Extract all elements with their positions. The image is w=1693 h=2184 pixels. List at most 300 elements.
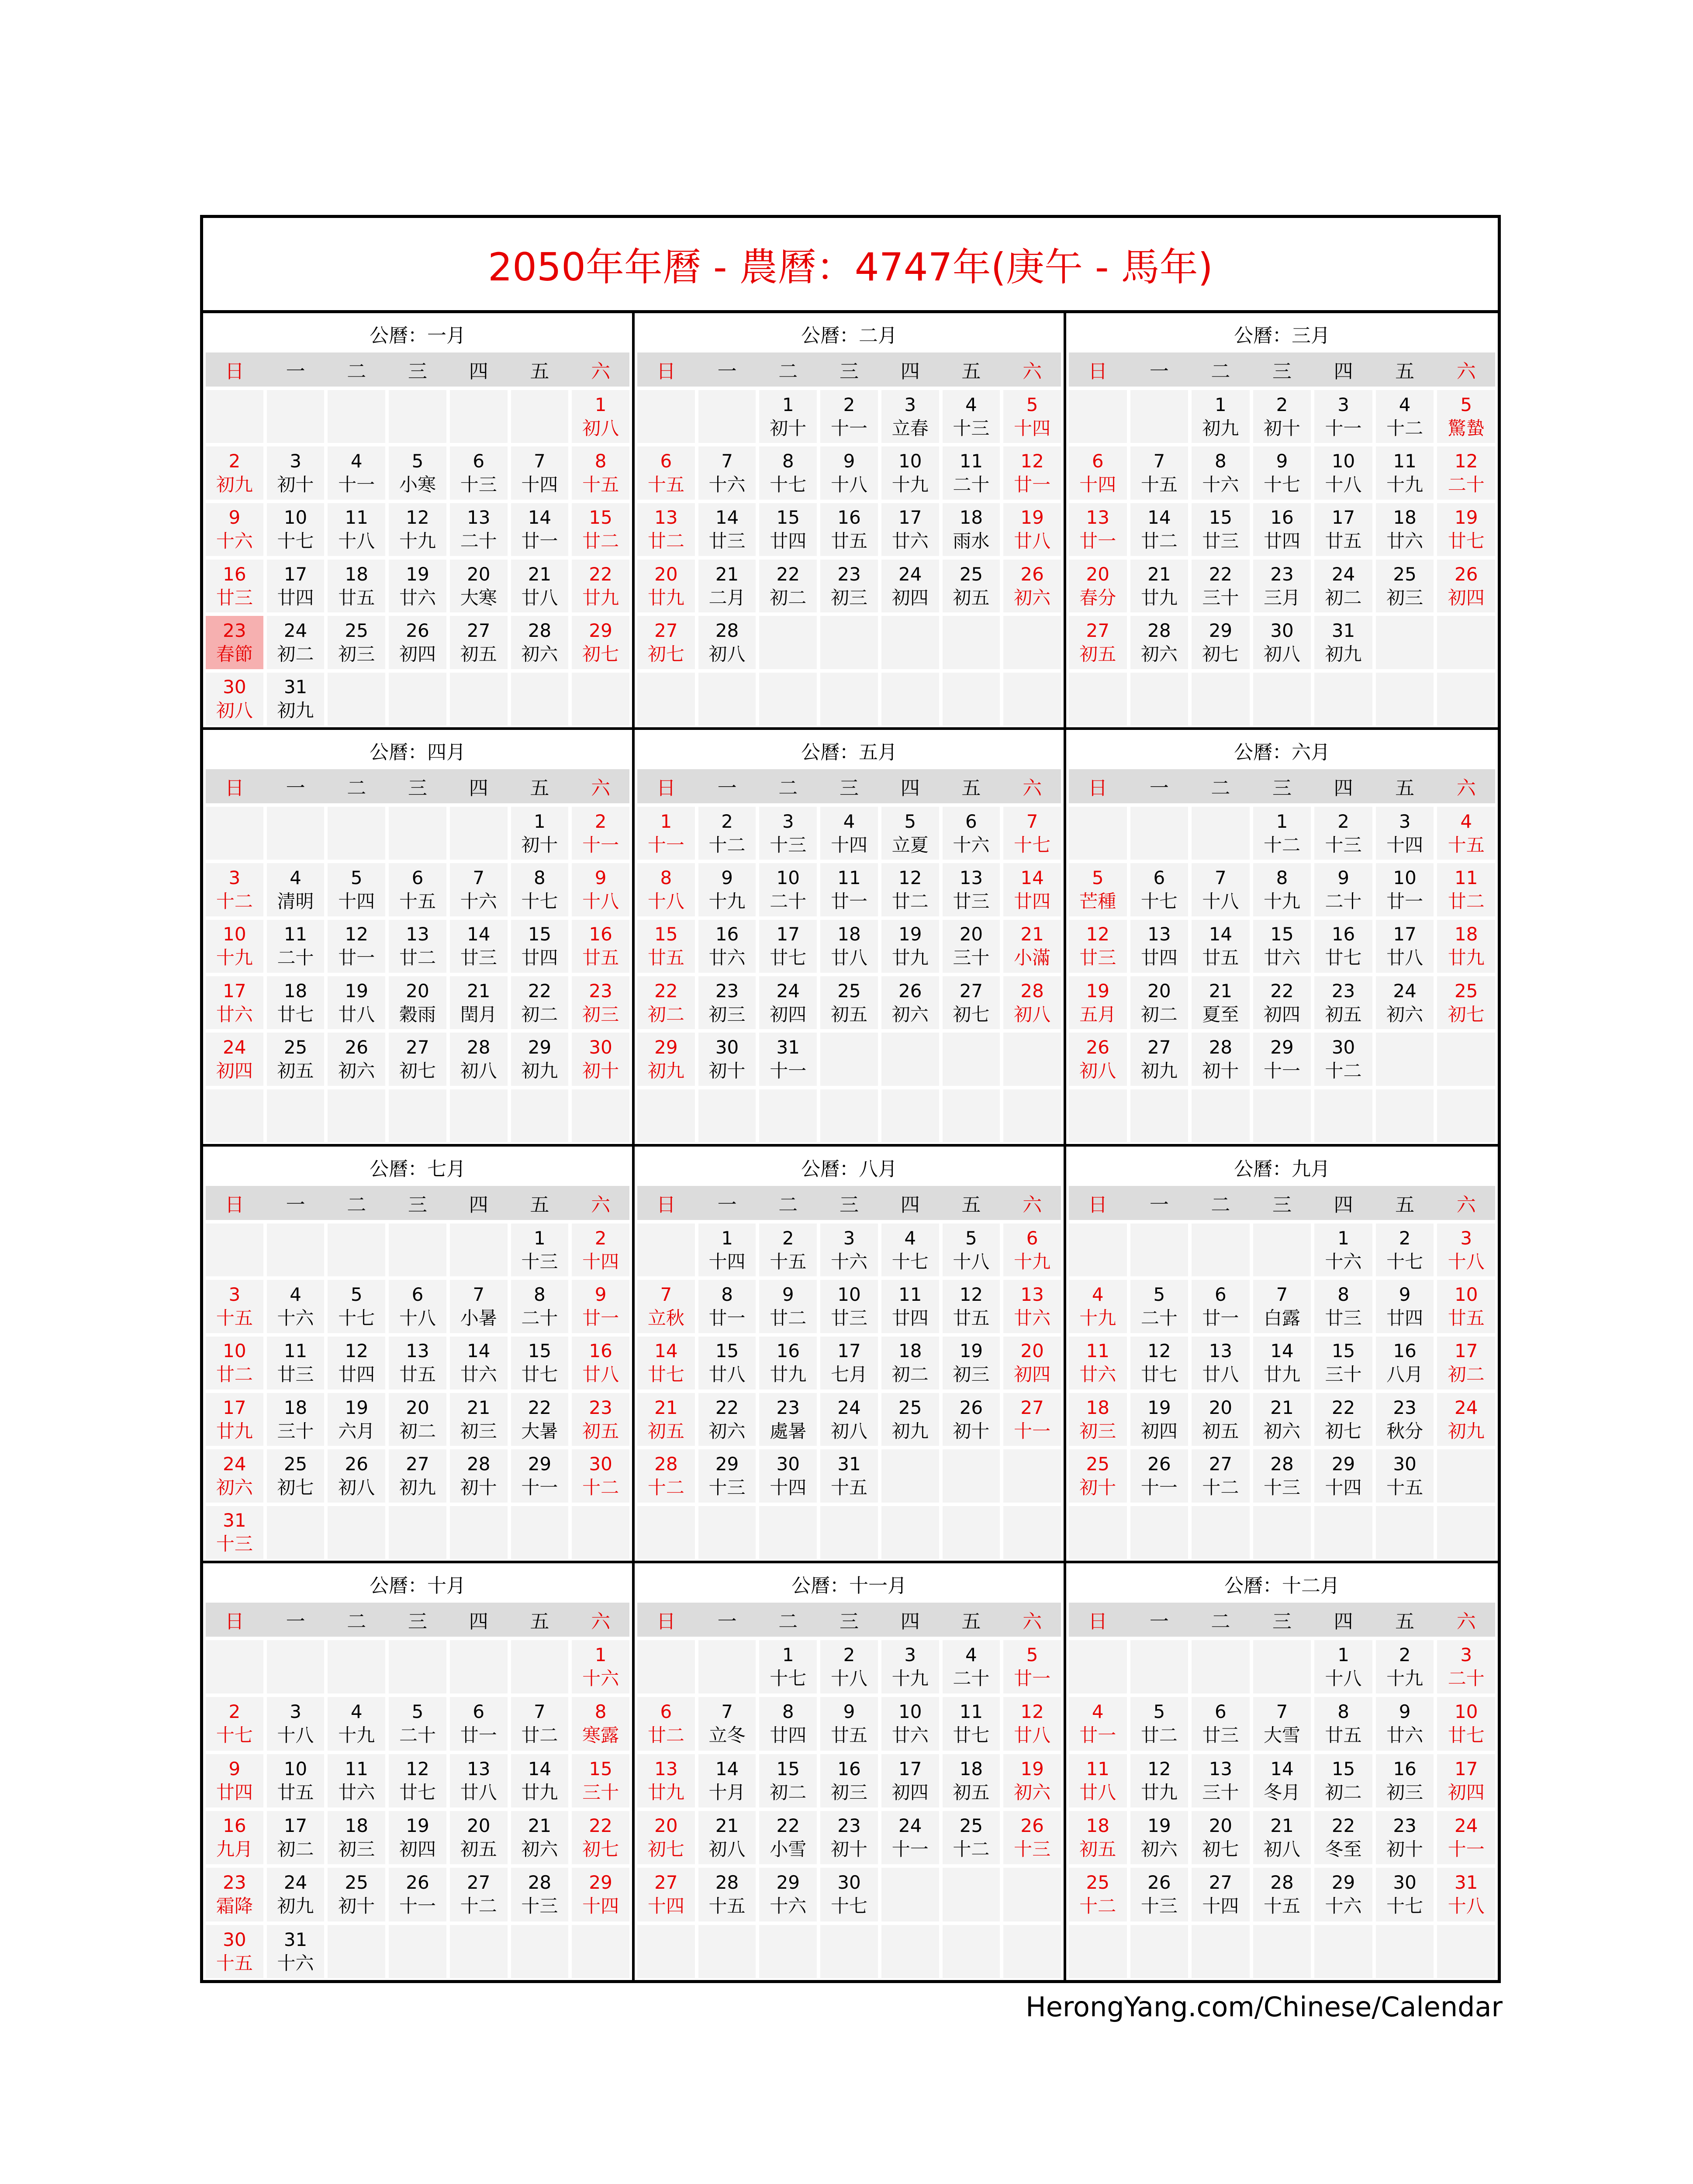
gregorian-day: 13 xyxy=(654,1758,678,1780)
empty-cell xyxy=(450,1223,508,1276)
lunar-day: 十一 xyxy=(830,417,867,439)
lunar-day: 十七 xyxy=(1014,834,1051,856)
lunar-day: 初四 xyxy=(891,587,929,608)
gregorian-day: 30 xyxy=(223,676,246,698)
day-cell xyxy=(1253,863,1311,916)
day-cell xyxy=(1376,1697,1434,1750)
month-title: 公曆：十二月 xyxy=(1224,1575,1340,1597)
day-cell xyxy=(1069,446,1127,499)
lunar-day: 二十 xyxy=(1448,473,1485,495)
day-cell xyxy=(572,1697,629,1750)
day-cell xyxy=(267,560,325,612)
day-cell xyxy=(1069,1868,1127,1921)
gregorian-day: 28 xyxy=(528,619,552,641)
lunar-day: 初九 xyxy=(1448,1420,1485,1442)
day-cell xyxy=(1376,1393,1434,1446)
day-cell xyxy=(820,1811,878,1864)
weekday-header xyxy=(637,1186,1061,1220)
gregorian-day: 3 xyxy=(228,1283,241,1305)
empty-cell xyxy=(328,1506,385,1559)
lunar-day: 廿九 xyxy=(1448,947,1485,969)
weekday-label: 日 xyxy=(225,360,244,383)
gregorian-day: 17 xyxy=(1331,507,1355,529)
day-cell xyxy=(1376,1754,1434,1807)
gregorian-day: 28 xyxy=(466,1036,491,1058)
gregorian-day: 2 xyxy=(1337,810,1349,832)
gregorian-day: 25 xyxy=(345,619,368,641)
day-cell xyxy=(1376,1449,1434,1502)
lunar-day: 二十 xyxy=(953,1668,990,1690)
day-cell xyxy=(267,503,325,556)
empty-cell xyxy=(1130,1925,1189,1978)
lunar-day: 廿一 xyxy=(1079,530,1116,552)
gregorian-day: 31 xyxy=(283,1928,308,1950)
gregorian-day: 4 xyxy=(290,1283,301,1305)
lunar-day: 十五 xyxy=(216,1307,253,1329)
day-cell xyxy=(637,1754,695,1807)
day-cell xyxy=(511,1223,569,1276)
day-cell xyxy=(450,863,508,916)
day-cell xyxy=(759,1337,817,1389)
day-cell xyxy=(206,1868,263,1921)
lunar-day: 廿三 xyxy=(953,890,990,912)
lunar-day: 初七 xyxy=(1202,1838,1239,1860)
lunar-day: 九月 xyxy=(216,1838,253,1860)
empty-cell xyxy=(1003,1089,1061,1142)
day-cell xyxy=(1130,1280,1189,1333)
day-cell xyxy=(1192,616,1250,669)
gregorian-day: 27 xyxy=(959,980,983,1002)
day-cell xyxy=(943,1811,1000,1864)
day-cell xyxy=(1253,560,1311,612)
lunar-day: 初三 xyxy=(830,587,867,608)
empty-cell xyxy=(267,1640,325,1693)
weekday-header xyxy=(1069,769,1495,803)
gregorian-day: 9 xyxy=(594,1283,607,1305)
lunar-day: 十六 xyxy=(953,834,990,856)
day-cell xyxy=(1130,1449,1189,1502)
lunar-day: 初四 xyxy=(1263,1003,1300,1025)
weekday-label: 三 xyxy=(408,1194,427,1216)
empty-cell xyxy=(1069,1925,1127,1978)
lunar-day: 十五 xyxy=(708,1895,746,1917)
day-cell xyxy=(511,1280,569,1333)
day-cell xyxy=(1376,446,1434,499)
day-cell xyxy=(698,1697,756,1750)
lunar-day: 初十 xyxy=(277,473,314,495)
lunar-day: 廿一 xyxy=(1014,473,1051,495)
gregorian-day: 7 xyxy=(660,1283,672,1305)
lunar-day: 廿八 xyxy=(582,1364,619,1386)
lunar-day: 穀雨 xyxy=(399,1003,436,1025)
day-cell xyxy=(1130,1033,1189,1085)
gregorian-day: 27 xyxy=(1209,1872,1233,1894)
day-cell xyxy=(820,976,878,1029)
day-cell xyxy=(1314,560,1372,612)
footer-url[interactable]: HerongYang.com/Chinese/Calendar xyxy=(1026,1991,1503,2023)
day-cell xyxy=(206,560,263,612)
empty-cell xyxy=(328,807,385,860)
day-cell xyxy=(1314,1337,1372,1389)
gregorian-day: 22 xyxy=(1270,980,1294,1002)
weekday-label: 日 xyxy=(225,1194,244,1216)
gregorian-day: 3 xyxy=(904,1644,916,1666)
day-cell xyxy=(1192,976,1250,1029)
day-cell xyxy=(1437,503,1495,556)
day-cell xyxy=(1253,503,1311,556)
lunar-day: 初十 xyxy=(460,1476,497,1498)
gregorian-day: 14 xyxy=(466,923,491,945)
day-cell xyxy=(267,920,325,973)
gregorian-day: 5 xyxy=(1092,867,1104,888)
lunar-day: 十四 xyxy=(338,890,375,912)
gregorian-day: 15 xyxy=(589,507,612,529)
day-cell xyxy=(389,1811,446,1864)
empty-cell xyxy=(820,1925,878,1978)
day-cell xyxy=(450,920,508,973)
month-title: 公曆：三月 xyxy=(1234,325,1330,347)
gregorian-day: 2 xyxy=(843,394,855,415)
gregorian-day: 7 xyxy=(534,450,546,472)
gregorian-day: 7 xyxy=(534,1701,546,1723)
lunar-day: 小雪 xyxy=(770,1838,807,1860)
day-cell xyxy=(1192,503,1250,556)
lunar-day: 廿一 xyxy=(1386,890,1424,912)
lunar-day: 廿二 xyxy=(647,1724,684,1746)
day-cell xyxy=(698,863,756,916)
gregorian-day: 2 xyxy=(843,1644,855,1666)
day-cell xyxy=(1130,616,1189,669)
gregorian-day: 1 xyxy=(1215,394,1227,415)
lunar-day: 廿三 xyxy=(1325,1307,1362,1329)
day-cell xyxy=(881,1697,939,1750)
gregorian-day: 12 xyxy=(1147,1340,1171,1362)
lunar-day: 廿八 xyxy=(1014,1724,1051,1746)
gregorian-day: 14 xyxy=(466,1340,491,1362)
day-cell xyxy=(572,560,629,612)
day-cell xyxy=(511,863,569,916)
gregorian-day: 14 xyxy=(715,507,739,529)
gregorian-day: 8 xyxy=(534,867,546,888)
day-cell xyxy=(1437,1754,1495,1807)
lunar-day: 十三 xyxy=(521,1895,558,1917)
lunar-day: 初六 xyxy=(521,643,558,665)
day-cell xyxy=(1130,446,1189,499)
day-cell xyxy=(267,1811,325,1864)
day-cell xyxy=(698,1337,756,1389)
day-cell xyxy=(698,503,756,556)
lunar-day: 十四 xyxy=(1202,1895,1239,1917)
gregorian-day: 20 xyxy=(1020,1340,1044,1362)
gregorian-day: 1 xyxy=(660,810,672,832)
gregorian-day: 10 xyxy=(1331,450,1355,472)
day-cell xyxy=(267,1033,325,1085)
gregorian-day: 5 xyxy=(411,450,424,472)
lunar-day: 初五 xyxy=(460,1838,497,1860)
lunar-day: 初八 xyxy=(1263,643,1300,665)
day-cell xyxy=(943,807,1000,860)
day-cell xyxy=(267,1754,325,1807)
weekday-label: 五 xyxy=(961,1194,981,1216)
lunar-day: 初四 xyxy=(1448,587,1485,608)
weekday-label: 日 xyxy=(1088,1610,1108,1633)
lunar-day: 廿八 xyxy=(1014,530,1051,552)
empty-cell xyxy=(1192,807,1250,860)
gregorian-day: 22 xyxy=(1331,1815,1355,1837)
day-cell xyxy=(820,863,878,916)
gregorian-day: 10 xyxy=(283,507,308,529)
day-cell xyxy=(572,976,629,1029)
day-cell xyxy=(698,920,756,973)
lunar-day: 夏至 xyxy=(1202,1003,1239,1025)
day-cell xyxy=(1437,976,1495,1029)
lunar-day: 廿六 xyxy=(1079,1364,1116,1386)
empty-cell xyxy=(1130,1089,1189,1142)
gregorian-day: 3 xyxy=(290,450,301,472)
day-cell xyxy=(328,920,385,973)
gregorian-day: 11 xyxy=(283,1340,308,1362)
lunar-day: 十九 xyxy=(891,1668,929,1690)
gregorian-day: 17 xyxy=(837,1340,861,1362)
gregorian-day: 22 xyxy=(528,1396,552,1418)
lunar-day: 二十 xyxy=(521,1307,558,1329)
gregorian-day: 9 xyxy=(1337,867,1349,888)
day-cell xyxy=(1069,1697,1127,1750)
empty-cell xyxy=(267,390,325,443)
weekday-label: 六 xyxy=(591,360,611,383)
lunar-day: 廿七 xyxy=(953,1724,990,1746)
gregorian-day: 17 xyxy=(223,1396,246,1418)
gregorian-day: 27 xyxy=(1147,1036,1171,1058)
gregorian-day: 1 xyxy=(594,394,607,415)
lunar-day: 清明 xyxy=(277,890,314,912)
gregorian-day: 13 xyxy=(406,1340,429,1362)
month-title: 公曆：十月 xyxy=(370,1575,466,1597)
day-cell xyxy=(881,1337,939,1389)
day-cell xyxy=(1314,1697,1372,1750)
day-cell xyxy=(759,1223,817,1276)
day-cell xyxy=(1314,503,1372,556)
day-cell xyxy=(759,1393,817,1446)
gregorian-day: 21 xyxy=(466,980,491,1002)
gregorian-day: 9 xyxy=(594,867,607,888)
day-cell xyxy=(698,1033,756,1085)
lunar-day: 廿三 xyxy=(1079,947,1116,969)
weekday-label: 一 xyxy=(1149,777,1169,799)
gregorian-day: 19 xyxy=(1020,1758,1044,1780)
day-cell xyxy=(328,1337,385,1389)
day-cell xyxy=(328,1033,385,1085)
lunar-day: 十二 xyxy=(1325,1060,1362,1082)
gregorian-day: 29 xyxy=(589,1872,612,1894)
empty-cell xyxy=(820,616,878,669)
lunar-day: 廿三 xyxy=(1202,530,1239,552)
empty-cell xyxy=(1069,807,1127,860)
empty-cell xyxy=(267,807,325,860)
gregorian-day: 20 xyxy=(654,563,678,585)
empty-cell xyxy=(328,1089,385,1142)
lunar-day: 初八 xyxy=(1079,1060,1116,1082)
gregorian-day: 8 xyxy=(782,1701,794,1723)
gregorian-day: 30 xyxy=(589,1036,612,1058)
month-title: 公曆：九月 xyxy=(1234,1158,1330,1180)
day-cell xyxy=(1437,560,1495,612)
gregorian-day: 25 xyxy=(1393,563,1417,585)
empty-cell xyxy=(881,616,939,669)
day-cell xyxy=(328,446,385,499)
day-cell xyxy=(1003,1640,1061,1693)
day-cell xyxy=(1069,503,1127,556)
day-cell xyxy=(1314,807,1372,860)
lunar-day: 三月 xyxy=(1263,587,1300,608)
lunar-day: 廿五 xyxy=(953,1307,990,1329)
gregorian-day: 1 xyxy=(594,1644,607,1666)
day-cell xyxy=(881,390,939,443)
day-cell xyxy=(267,1280,325,1333)
day-cell xyxy=(328,1449,385,1502)
weekday-label: 日 xyxy=(656,1610,676,1633)
gregorian-day: 23 xyxy=(223,1872,246,1894)
lunar-day: 初四 xyxy=(891,1781,929,1803)
gregorian-day: 20 xyxy=(1209,1396,1233,1418)
weekday-label: 三 xyxy=(408,777,427,799)
lunar-day: 初二 xyxy=(1325,1781,1362,1803)
empty-cell xyxy=(572,673,629,726)
weekday-label: 六 xyxy=(1456,360,1476,383)
empty-cell xyxy=(637,390,695,443)
lunar-day: 廿八 xyxy=(708,1364,746,1386)
day-cell xyxy=(450,1337,508,1389)
gregorian-day: 12 xyxy=(1020,450,1044,472)
lunar-day: 十八 xyxy=(830,473,867,495)
lunar-day: 二十 xyxy=(953,473,990,495)
gregorian-day: 24 xyxy=(223,1036,246,1058)
lunar-day: 廿五 xyxy=(1448,1307,1485,1329)
day-cell xyxy=(511,1811,569,1864)
gregorian-day: 18 xyxy=(837,923,861,945)
gregorian-day: 4 xyxy=(965,1644,977,1666)
gregorian-day: 13 xyxy=(1020,1283,1044,1305)
day-cell xyxy=(820,503,878,556)
empty-cell xyxy=(881,1925,939,1978)
gregorian-day: 16 xyxy=(1331,923,1355,945)
lunar-day: 廿三 xyxy=(460,947,497,969)
empty-cell xyxy=(1253,1506,1311,1559)
gregorian-day: 4 xyxy=(965,394,977,415)
lunar-day: 廿一 xyxy=(460,1724,497,1746)
lunar-day: 十四 xyxy=(1325,1476,1362,1498)
day-cell xyxy=(881,1811,939,1864)
empty-cell xyxy=(943,1089,1000,1142)
month-3 xyxy=(1066,313,1498,730)
weekday-label: 日 xyxy=(1088,1194,1108,1216)
gregorian-day: 6 xyxy=(1215,1283,1227,1305)
lunar-day: 十二 xyxy=(582,1476,619,1498)
gregorian-day: 13 xyxy=(1086,507,1109,529)
empty-cell xyxy=(1003,1506,1061,1559)
lunar-day: 十二 xyxy=(647,1476,684,1498)
gregorian-day: 2 xyxy=(228,450,241,472)
gregorian-day: 7 xyxy=(473,867,485,888)
lunar-day: 霜降 xyxy=(216,1895,253,1917)
month-grid xyxy=(203,313,1498,1980)
lunar-day: 廿一 xyxy=(338,947,375,969)
day-cell xyxy=(572,807,629,860)
calendar-title: 2050年年曆 - 農曆：4747年(庚午 - 馬年) xyxy=(203,218,1498,313)
lunar-day: 初七 xyxy=(582,1838,619,1860)
lunar-day: 初九 xyxy=(891,1420,929,1442)
month-2 xyxy=(635,313,1066,730)
day-cell xyxy=(328,863,385,916)
weekday-header xyxy=(206,352,629,387)
gregorian-day: 10 xyxy=(898,1701,922,1723)
lunar-day: 廿五 xyxy=(830,530,867,552)
empty-cell xyxy=(881,1506,939,1559)
lunar-day: 廿四 xyxy=(891,1307,929,1329)
gregorian-day: 13 xyxy=(1209,1758,1233,1780)
lunar-day: 十四 xyxy=(1079,473,1116,495)
gregorian-day: 18 xyxy=(1454,923,1478,945)
lunar-day: 白露 xyxy=(1263,1307,1300,1329)
lunar-day: 十八 xyxy=(1448,1251,1485,1272)
month-8 xyxy=(635,1147,1066,1563)
day-cell xyxy=(389,920,446,973)
gregorian-day: 25 xyxy=(1454,980,1478,1002)
empty-cell xyxy=(759,1089,817,1142)
lunar-day: 廿二 xyxy=(647,530,684,552)
gregorian-day: 5 xyxy=(1026,1644,1038,1666)
empty-cell xyxy=(881,1868,939,1921)
weekday-label: 一 xyxy=(286,1194,305,1216)
day-cell xyxy=(759,1449,817,1502)
gregorian-day: 9 xyxy=(228,1758,241,1780)
day-grid xyxy=(1069,387,1495,726)
lunar-day: 十七 xyxy=(830,1895,867,1917)
empty-cell xyxy=(1003,1033,1061,1085)
lunar-day: 廿九 xyxy=(1140,587,1178,608)
gregorian-day: 7 xyxy=(1276,1701,1288,1723)
day-cell xyxy=(1437,1868,1495,1921)
lunar-day: 廿二 xyxy=(1448,890,1485,912)
month-title: 公曆：十一月 xyxy=(791,1575,907,1597)
day-cell xyxy=(759,1280,817,1333)
lunar-day: 廿六 xyxy=(1386,1724,1424,1746)
gregorian-day: 24 xyxy=(1393,980,1417,1002)
lunar-day: 廿六 xyxy=(708,947,746,969)
lunar-day: 初八 xyxy=(216,700,253,722)
day-cell xyxy=(943,920,1000,973)
day-cell xyxy=(1192,446,1250,499)
day-cell xyxy=(206,1506,263,1559)
day-cell xyxy=(511,1697,569,1750)
day-cell xyxy=(881,1640,939,1693)
lunar-day: 初九 xyxy=(1140,1060,1178,1082)
empty-cell xyxy=(637,1925,695,1978)
day-cell xyxy=(511,1754,569,1807)
gregorian-day: 6 xyxy=(660,450,672,472)
gregorian-day: 13 xyxy=(466,1758,491,1780)
lunar-day: 十八 xyxy=(277,1724,314,1746)
day-cell xyxy=(943,1754,1000,1807)
day-cell xyxy=(572,1280,629,1333)
lunar-day: 初二 xyxy=(277,643,314,665)
gregorian-day: 13 xyxy=(654,507,678,529)
lunar-day: 十六 xyxy=(277,1952,314,1974)
day-cell xyxy=(698,446,756,499)
gregorian-day: 19 xyxy=(406,1815,429,1837)
lunar-day: 初九 xyxy=(277,1895,314,1917)
day-cell xyxy=(637,560,695,612)
